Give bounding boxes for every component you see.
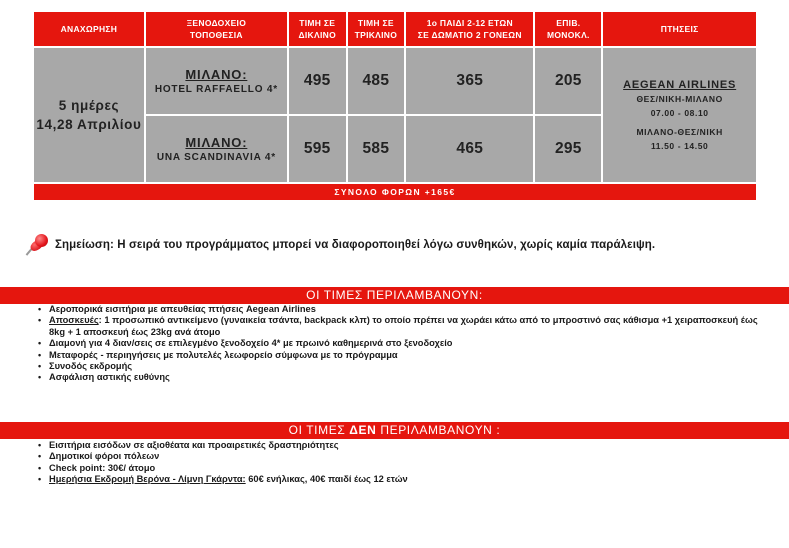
table-header-row — [34, 12, 756, 46]
list-item: • Δημοτικοί φόροι πόλεων — [38, 451, 758, 462]
hotel-name: UNA SCANDINAVIA 4* — [156, 151, 276, 163]
list-item: • Ημερήσια Εκδρομή Βερόνα - Λίμνη Γκάρντα: 60€ ενήλικας, 40€ παιδί έως 12 ετών — [38, 474, 758, 485]
outbound-time: 07.00 - 08.10 — [650, 107, 709, 118]
header-single-supplement: ΕΠΙΒ. ΜΟΝΟΚΛ. — [535, 12, 601, 46]
table-row — [34, 48, 756, 114]
excluded-heading: ΟΙ ΤΙΜΕΣ ΔΕΝ ΠΕΡΙΛΑΜΒΑΝΟΥΝ : — [0, 422, 789, 439]
list-item: • Ασφάλιση αστικής ευθύνης — [38, 372, 758, 383]
departure-dates: 14,28 Απριλίου — [36, 117, 142, 132]
list-item: • Διαμονή για 4 διαν/σεις σε επιλεγμένο ξενοδοχείο 4* με πρωινό καθημερινά στο ξενοδοχείο — [38, 338, 758, 349]
note-text: Σημείωση: Η σειρά του προγράμματος μπορεί να διαφοροποιηθεί λόγω συνθηκών, χωρίς καμία παράλειψη. — [55, 239, 656, 251]
header-departure: ΑΝΑΧΩΡΗΣΗ — [34, 12, 144, 46]
list-item: • Εισιτήρια εισόδων σε αξιοθέατα και προαιρετικές δραστηριότητες — [38, 440, 758, 451]
outbound-route: ΘΕΣ/ΝΙΚΗ-ΜΙΛΑΝΟ — [636, 93, 723, 104]
list-item: • Αποσκευές: 1 προσωπικό αντικείμενο (γυναικεία τσάντα, backpack κλπ) το οποίο πρέπει να χωράει κάτω από το μπροστινό σας κάθισμα +1 χειραποσκευή έως 8kg + 1 αποσκευή έως 23kg ανά άτομο — [38, 315, 758, 338]
price-double: 495 — [289, 48, 346, 114]
list-item: • Μεταφορές - περιηγήσεις με πολυτελές λεωφορείο σύμφωνα με το πρόγραμμα — [38, 350, 758, 361]
header-triple: ΤΙΜΗ ΣΕ ΤΡΙΚΛΙΝΟ — [348, 12, 405, 46]
baggage-label: Αποσκευές — [49, 315, 99, 326]
header-flights: ΠΤΗΣΕΙΣ — [603, 12, 756, 46]
header-hotel: ΞΕΝΟΔΟΧΕΙΟ ΤΟΠΟΘΕΣΙΑ — [146, 12, 287, 46]
included-heading: ΟΙ ΤΙΜΕΣ ΠΕΡΙΛΑΜΒΑΝΟΥΝ: — [0, 287, 789, 304]
note — [26, 233, 655, 257]
price-double: 595 — [289, 116, 346, 182]
taxes-total: ΣΥΝΟΛΟ ΦΟΡΩΝ +165€ — [34, 184, 756, 200]
price-child: 365 — [406, 48, 533, 114]
hotel-cell — [146, 48, 287, 114]
header-double: ΤΙΜΗ ΣΕ ΔΙΚΛΙΝΟ — [289, 12, 346, 46]
departure-duration: 5 ημέρες — [58, 98, 120, 113]
hotel-name: HOTEL RAFFAELLO 4* — [154, 83, 278, 95]
flights-cell — [603, 48, 756, 182]
pushpin-icon — [26, 233, 52, 257]
price-table — [32, 10, 758, 202]
excursion-label: Ημερήσια Εκδρομή Βερόνα - Λίμνη Γκάρντα: — [49, 474, 246, 485]
price-single-supplement: 295 — [535, 116, 601, 182]
price-triple: 585 — [348, 116, 405, 182]
taxes-row — [34, 184, 756, 200]
hotel-cell — [146, 116, 287, 182]
list-item: • Συνοδός εκδρομής — [38, 361, 758, 372]
header-child: 1ο ΠΑΙΔΙ 2-12 ΕΤΩΝ ΣΕ ΔΩΜΑΤΙΟ 2 ΓΟΝΕΩΝ — [406, 12, 533, 46]
departure-cell — [34, 48, 144, 182]
hotel-city: ΜΙΛΑΝΟ: — [185, 134, 248, 150]
return-time: 11.50 - 14.50 — [650, 140, 709, 151]
price-triple: 485 — [348, 48, 405, 114]
included-list — [38, 304, 758, 384]
excluded-list — [38, 440, 758, 486]
return-route: ΜΙΛΑΝΟ-ΘΕΣ/ΝΙΚΗ — [636, 126, 723, 137]
price-child: 465 — [406, 116, 533, 182]
list-item: • Check point: 30€/ άτομο — [38, 463, 758, 474]
airline-name: AEGEAN AIRLINES — [623, 78, 737, 91]
list-item: • Αεροπορικά εισιτήρια με απευθείας πτήσεις Aegean Airlines — [38, 304, 758, 315]
price-single-supplement: 205 — [535, 48, 601, 114]
hotel-city: ΜΙΛΑΝΟ: — [185, 66, 248, 82]
